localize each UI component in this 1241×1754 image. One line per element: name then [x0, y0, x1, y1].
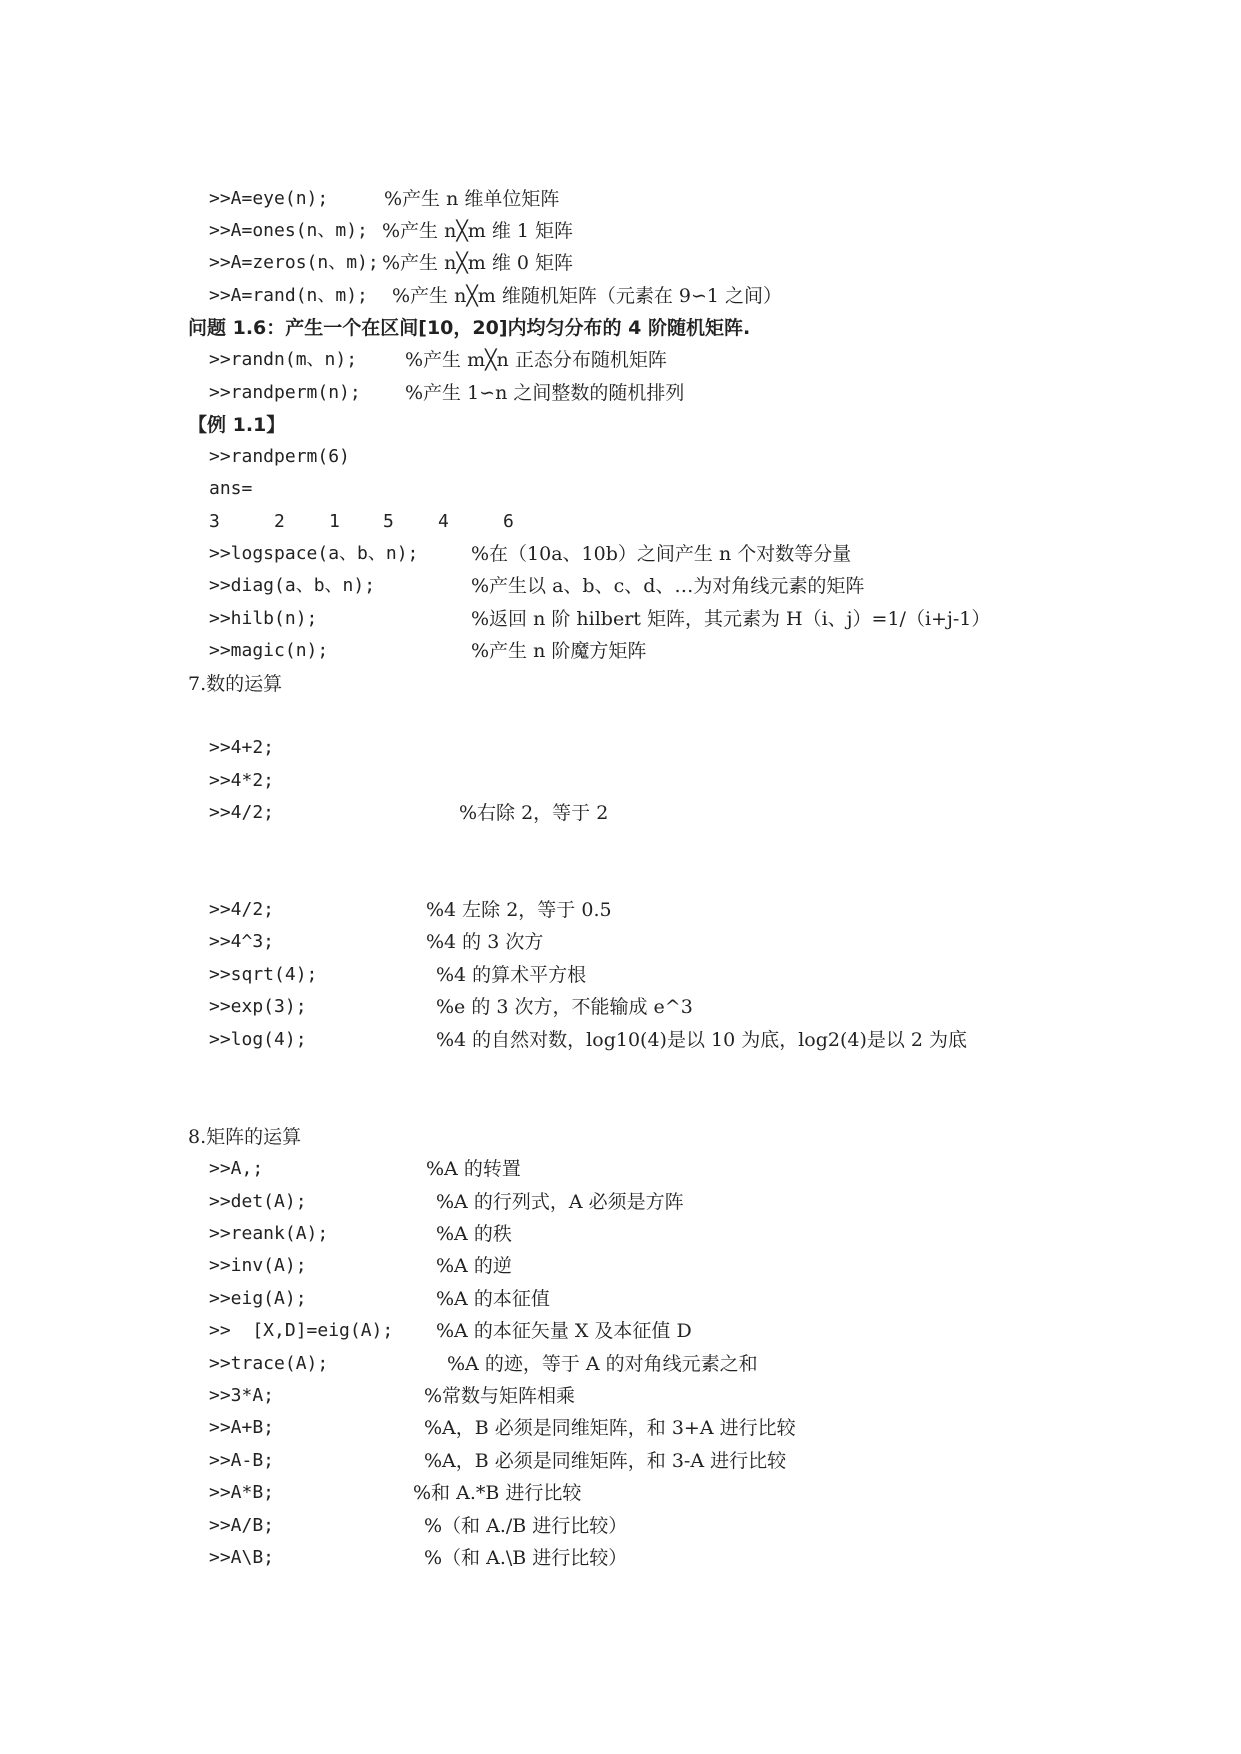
code-command: >>reank(A);: [209, 1223, 329, 1244]
code-comment: %A，B 必须是同维矩阵，和 3+A 进行比较: [424, 1417, 796, 1439]
code-command: >>det(A);: [209, 1191, 307, 1212]
code-command: >>inv(A);: [209, 1255, 307, 1276]
code-comment: %A 的秩: [436, 1223, 512, 1245]
code-command: >>4/2;: [209, 802, 275, 823]
code-command: >>hilb(n);: [209, 608, 318, 629]
code-command: >>4*2;: [209, 770, 275, 791]
answer-value: 1: [329, 511, 340, 532]
code-command: >>sqrt(4);: [209, 964, 318, 985]
code-command: >>diag(a、b、n);: [209, 575, 376, 596]
code-comment: %A 的本征矢量 X 及本征值 D: [436, 1320, 692, 1342]
code-comment: %A，B 必须是同维矩阵，和 3-A 进行比较: [424, 1450, 787, 1472]
code-command: >>4/2;: [209, 899, 275, 920]
code-comment: %在（10a、10b）之间产生 n 个对数等分量: [471, 543, 852, 565]
answer-value: 6: [503, 511, 514, 532]
code-command: >>randn(m、n);: [209, 349, 358, 370]
code-comment: %产生 1∽n 之间整数的随机排列: [405, 382, 685, 404]
answer-value: 3: [209, 511, 220, 532]
code-comment: %右除 2，等于 2: [459, 802, 609, 824]
code-comment: %产生 n 阶魔方矩阵: [471, 640, 647, 662]
code-command: >>logspace(a、b、n);: [209, 543, 419, 564]
code-command: >>A*B;: [209, 1482, 275, 1503]
code-comment: %产生 n╳m 维 1 矩阵: [382, 220, 573, 242]
code-comment: %4 的 3 次方: [426, 931, 544, 953]
question-heading: 问题 1.6：产生一个在区间[10，20]内均匀分布的 4 阶随机矩阵.: [188, 317, 751, 339]
code-comment: %返回 n 阶 hilbert 矩阵，其元素为 H（i、j）=1/（i+j-1）: [471, 608, 991, 630]
answer-value: 5: [383, 511, 394, 532]
code-command: >>log(4);: [209, 1029, 307, 1050]
code-command: >>trace(A);: [209, 1353, 329, 1374]
code-command: >>4+2;: [209, 737, 275, 758]
code-command: >>3*A;: [209, 1385, 275, 1406]
code-command: >>A\B;: [209, 1547, 275, 1568]
section-heading: 7.数的运算: [188, 673, 283, 695]
code-comment: %（和 A./B 进行比较）: [424, 1515, 628, 1537]
code-command: >>eig(A);: [209, 1288, 307, 1309]
code-command: >>4^3;: [209, 931, 275, 952]
example-heading: 【例 1.1】: [188, 414, 286, 436]
section-heading: 8.矩阵的运算: [188, 1126, 302, 1148]
code-command: >>A,;: [209, 1158, 264, 1179]
code-comment: %e 的 3 次方，不能输成 e^3: [436, 996, 693, 1018]
code-comment: %A 的迹，等于 A 的对角线元素之和: [447, 1353, 758, 1375]
code-comment: %常数与矩阵相乘: [424, 1385, 576, 1407]
answer-label: ans=: [209, 478, 253, 499]
code-comment: %A 的逆: [436, 1255, 512, 1277]
code-command: >> [X,D]=eig(A);: [209, 1320, 394, 1341]
answer-value: 4: [438, 511, 449, 532]
code-comment: %4 的算术平方根: [436, 964, 587, 986]
code-comment: %4 的自然对数，log10(4)是以 10 为底，log2(4)是以 2 为底: [436, 1029, 968, 1051]
code-comment: %产生 n╳m 维 0 矩阵: [382, 252, 573, 274]
code-comment: %和 A.*B 进行比较: [413, 1482, 582, 1504]
code-command: >>randperm(6): [209, 446, 350, 467]
code-comment: %产生 n 维单位矩阵: [384, 188, 560, 210]
code-comment: %产生以 a、b、c、d、…为对角线元素的矩阵: [471, 575, 865, 597]
code-command: >>A=eye(n);: [209, 188, 329, 209]
code-command: >>A=ones(n、m);: [209, 220, 368, 241]
code-command: >>A-B;: [209, 1450, 275, 1471]
code-comment: %A 的转置: [426, 1158, 521, 1180]
code-command: >>A/B;: [209, 1515, 275, 1536]
code-comment: %A 的本征值: [436, 1288, 550, 1310]
code-command: >>randperm(n);: [209, 382, 361, 403]
code-command: >>exp(3);: [209, 996, 307, 1017]
code-comment: %产生 m╳n 正态分布随机矩阵: [405, 349, 667, 371]
code-comment: %产生 n╳m 维随机矩阵（元素在 9∽1 之间）: [392, 285, 783, 307]
answer-value: 2: [274, 511, 285, 532]
code-comment: %4 左除 2，等于 0.5: [426, 899, 612, 921]
code-comment: %A 的行列式，A 必须是方阵: [436, 1191, 684, 1213]
code-command: >>magic(n);: [209, 640, 329, 661]
code-comment: %（和 A.\B 进行比较）: [424, 1547, 628, 1569]
code-command: >>A+B;: [209, 1417, 275, 1438]
code-command: >>A=zeros(n、m);: [209, 252, 379, 273]
code-command: >>A=rand(n、m);: [209, 285, 368, 306]
